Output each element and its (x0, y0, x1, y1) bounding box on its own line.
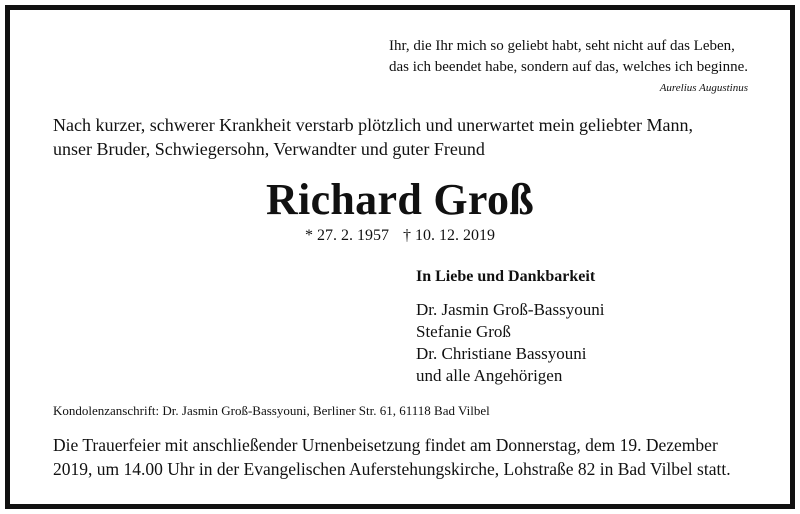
deceased-name: Richard Groß (265, 175, 535, 224)
motto-quote (389, 36, 748, 96)
mourner-name: Dr. Jasmin Groß-Bassyouni (416, 300, 605, 319)
birth-date: * 27. 2. 1957 (305, 227, 389, 244)
motto-author: Aurelius Augustinus (659, 82, 748, 94)
mourner-name: und alle Angehörigen (416, 366, 563, 385)
death-date: † 10. 12. 2019 (403, 227, 495, 244)
life-dates (0, 226, 800, 246)
intro-text (53, 113, 693, 161)
mourner-name: Stefanie Groß (416, 322, 511, 341)
funeral-line: 2019, um 14.00 Uhr in der Evangelischen Auferstehungskirche, Lohstraße 82 in Bad Vilbel statt. (53, 459, 731, 479)
motto-line: das ich beendet habe, sondern auf das, welches ich beginne. (388, 59, 748, 75)
mourner-name: Dr. Christiane Bassyouni (416, 344, 587, 363)
motto-line: Ihr, die Ihr mich so geliebt habt, seht nicht auf das Leben, (388, 38, 735, 54)
condolence-address: Kondolenzanschrift: Dr. Jasmin Groß-Bassyouni, Berliner Str. 61, 61118 Bad Vilbel (53, 403, 490, 418)
intro-line: Nach kurzer, schwerer Krankheit verstarb plötzlich und unerwartet mein geliebter Mann, (53, 115, 694, 135)
mourners-list (416, 299, 604, 387)
funeral-notice (53, 433, 731, 481)
signoff-heading: In Liebe und Dankbarkeit (416, 268, 596, 285)
intro-line: unser Bruder, Schwiegersohn, Verwandter und guter Freund (53, 139, 485, 159)
funeral-line: Die Trauerfeier mit anschließender Urnenbeisetzung findet am Donnerstag, dem 19. Dezember (53, 435, 718, 455)
